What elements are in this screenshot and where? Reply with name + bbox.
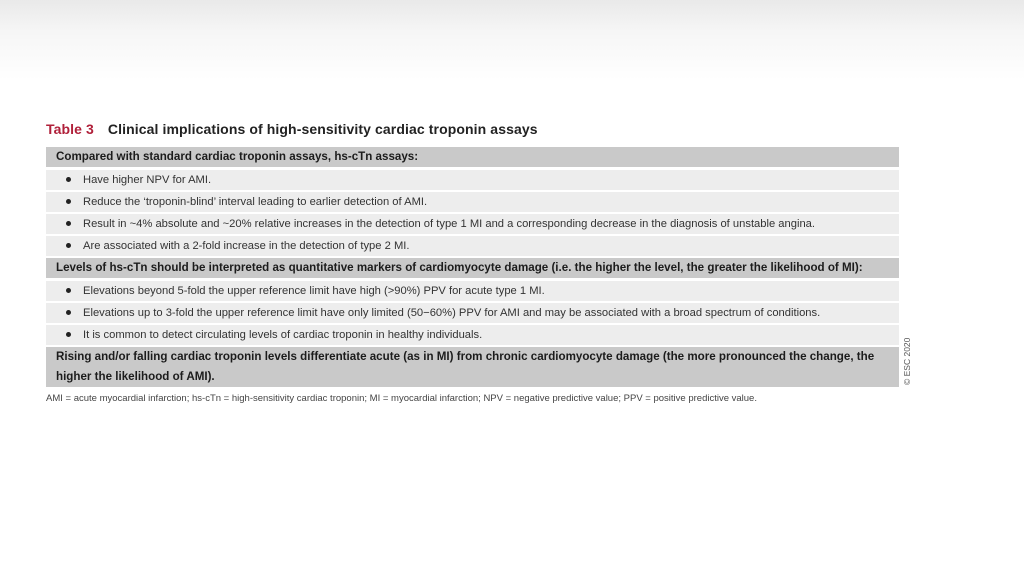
section-heading: Compared with standard cardiac troponin assays, hs-cTn assays: [46, 147, 899, 167]
bullet-icon [66, 221, 71, 226]
list-item-text: Reduce the ‘troponin-blind’ interval leading to earlier detection of AMI. [83, 196, 428, 208]
copyright-notice [900, 330, 914, 390]
table-caption [46, 121, 899, 137]
bullet-icon [66, 243, 71, 248]
section-heading: Levels of hs-cTn should be interpreted as quantitative markers of cardiomyocyte damage (i.e. the higher the level, the greater the likelihood of MI): [46, 258, 899, 278]
table-3 [46, 121, 899, 405]
table-title: Clinical implications of high-sensitivity cardiac troponin assays [107, 121, 538, 137]
list-item [46, 325, 899, 345]
bullet-icon [66, 199, 71, 204]
table-footnote: AMI = acute myocardial infarction; hs-cTn = high-sensitivity cardiac troponin; MI = myocardial infarction; NPV = negative predictive value; PPV = positive predictive value. [46, 393, 757, 404]
bullet-icon [66, 310, 71, 315]
list-item-text: It is common to detect circulating levels of cardiac troponin in healthy individuals. [83, 329, 483, 341]
list-item-text: Are associated with a 2-fold increase in the detection of type 2 MI. [83, 240, 410, 252]
table-label: Table 3 [46, 121, 94, 137]
list-item [46, 192, 899, 212]
list-item-text: Have higher NPV for AMI. [83, 174, 212, 186]
bullet-icon [66, 288, 71, 293]
list-item [46, 303, 899, 323]
list-item-text: Elevations beyond 5-fold the upper reference limit have high (>90%) PPV for acute type 1 MI. [83, 285, 545, 297]
list-item-text: Result in ~4% absolute and ~20% relative increases in the detection of type 1 MI and a corresponding decrease in the diagnosis of unstable angina. [83, 218, 816, 230]
section-heading: Rising and/or falling cardiac troponin levels differentiate acute (as in MI) from chronic cardiomyocyte damage (the more pronounced the change, the higher the likelihood of AMI). [46, 347, 899, 387]
list-item [46, 170, 899, 190]
list-item [46, 214, 899, 234]
bullet-icon [66, 177, 71, 182]
bullet-icon [66, 332, 71, 337]
list-item [46, 236, 899, 256]
list-item [46, 281, 899, 301]
list-item-text: Elevations up to 3-fold the upper reference limit have only limited (50−60%) PPV for AMI and may be associated with a broad spectrum of conditions. [83, 307, 821, 319]
top-shade [0, 0, 1024, 80]
copyright-text: © ESC 2020 [902, 337, 912, 385]
